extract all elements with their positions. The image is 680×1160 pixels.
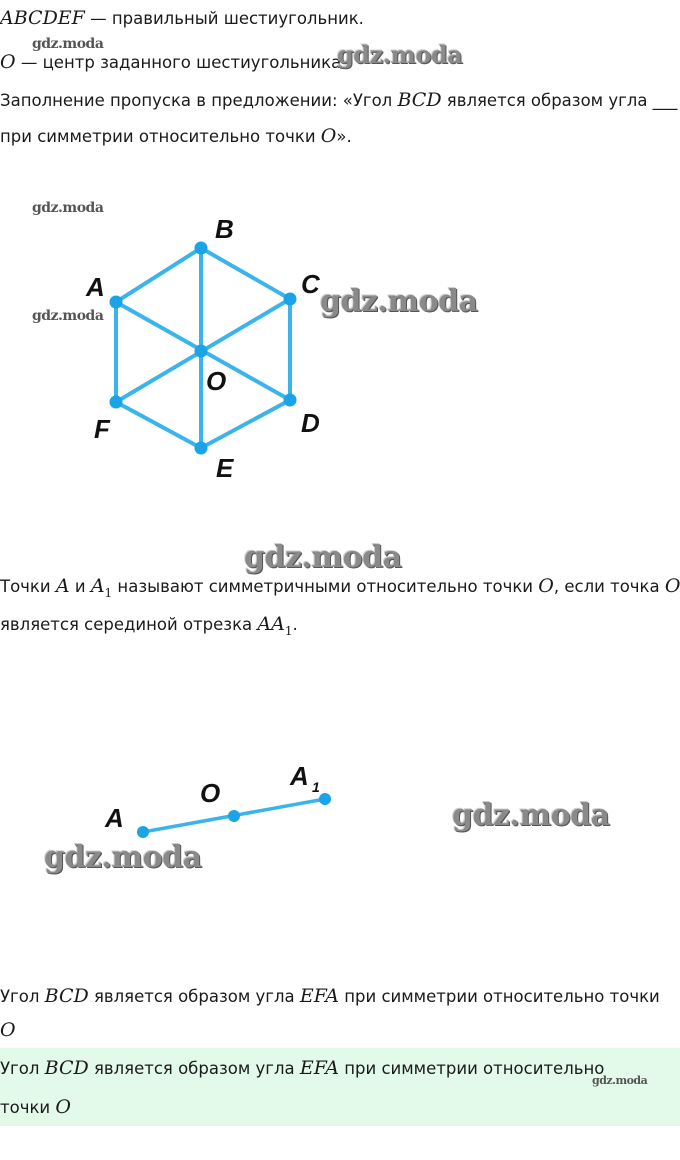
- math-bcd: BCD: [44, 985, 89, 1007]
- concl-text-1: Угол: [0, 987, 45, 1006]
- label-f: F: [94, 414, 110, 444]
- concl-text-3: при симметрии относительно точки: [338, 987, 660, 1006]
- answer-math-bcd: BCD: [44, 1057, 89, 1079]
- def-text-4: , если точка: [553, 577, 665, 596]
- intro-line-3: [0, 88, 677, 113]
- point-a-seg: [137, 826, 149, 838]
- label-a1-sub: 1: [312, 779, 320, 795]
- label-o: O: [206, 366, 227, 396]
- point-o-seg: [228, 810, 240, 822]
- math-a1-sub: 1: [104, 585, 113, 600]
- math-aa1: [257, 613, 293, 638]
- label-e: E: [216, 453, 234, 483]
- math-a: A: [55, 575, 70, 597]
- def-text-6: .: [292, 615, 298, 634]
- point-o: [195, 345, 208, 358]
- concl-text-2: является образом угла: [88, 987, 300, 1006]
- point-c: [284, 293, 297, 306]
- answer-text-4: точки: [0, 1098, 56, 1117]
- label-d: D: [301, 408, 320, 438]
- label-o-seg: O: [200, 778, 221, 808]
- conclusion-line-2: [0, 1018, 16, 1043]
- point-d: [284, 394, 297, 407]
- hexagon-figure: [0, 210, 680, 500]
- label-a: A: [86, 272, 105, 302]
- math-a1-base: A: [90, 575, 105, 597]
- def-text-5: является серединой отрезка: [0, 615, 258, 634]
- math-aa1-sub: 1: [284, 623, 293, 638]
- watermark: gdz.moda: [452, 798, 610, 833]
- intro-line-2: [0, 50, 346, 75]
- point-a1-seg: [319, 793, 331, 805]
- intro-text-4b: ».: [336, 127, 352, 146]
- definition-line-1: [0, 574, 680, 605]
- answer-line-2: [0, 1095, 71, 1120]
- intro-text-2: — центр заданного шестиугольника.: [15, 53, 347, 72]
- watermark: gdz.moda: [320, 284, 478, 319]
- answer-text-1: Угол: [0, 1059, 45, 1078]
- intro-text-4: при симметрии относительно точки: [0, 127, 321, 146]
- answer-text-2: является образом угла: [88, 1059, 300, 1078]
- math-aa1-base: AA: [257, 613, 285, 635]
- math-o-concl: O: [0, 1019, 16, 1041]
- label-a-seg: A: [105, 803, 124, 833]
- math-center: O: [0, 51, 16, 73]
- math-hexagon-name: ABCDEF: [0, 7, 85, 29]
- def-text-2: и: [69, 577, 91, 596]
- label-c: C: [301, 269, 320, 299]
- intro-text-3b: является образом угла ___: [441, 91, 678, 110]
- watermark: gdz.moda: [32, 200, 104, 216]
- math-o-2: O: [664, 575, 680, 597]
- watermark: gdz.moda: [32, 308, 104, 324]
- math-o-1: O: [538, 575, 554, 597]
- point-a: [110, 296, 123, 309]
- answer-math-efa: EFA: [299, 1057, 339, 1079]
- answer-math-o: O: [55, 1096, 71, 1118]
- def-text-1: Точки: [0, 577, 56, 596]
- intro-text-3: Заполнение пропуска в предложении: «Угол: [0, 91, 398, 110]
- math-efa: EFA: [299, 985, 339, 1007]
- math-a1: [90, 575, 113, 600]
- watermark: gdz.moda: [337, 40, 463, 69]
- point-b: [195, 242, 208, 255]
- watermark: gdz.moda: [592, 1074, 648, 1087]
- answer-line-1: [0, 1056, 604, 1081]
- watermark: gdz.moda: [32, 36, 104, 52]
- intro-line-4: [0, 124, 352, 149]
- def-text-3: называют симметричными относительно точки: [112, 577, 539, 596]
- math-point-o: O: [320, 125, 337, 147]
- label-a1-seg: A: [290, 761, 309, 791]
- conclusion-line-1: [0, 984, 660, 1009]
- point-f: [110, 396, 123, 409]
- intro-text-1: — правильный шестиугольник.: [84, 9, 364, 28]
- answer-text-3: при симметрии относительно: [338, 1059, 605, 1078]
- watermark: gdz.moda: [44, 840, 202, 875]
- watermark: gdz.moda: [244, 540, 402, 575]
- point-e: [195, 442, 208, 455]
- intro-line-1: [0, 6, 364, 31]
- definition-line-2: [0, 612, 298, 643]
- label-b: B: [215, 214, 234, 244]
- math-angle-bcd: BCD: [397, 89, 442, 111]
